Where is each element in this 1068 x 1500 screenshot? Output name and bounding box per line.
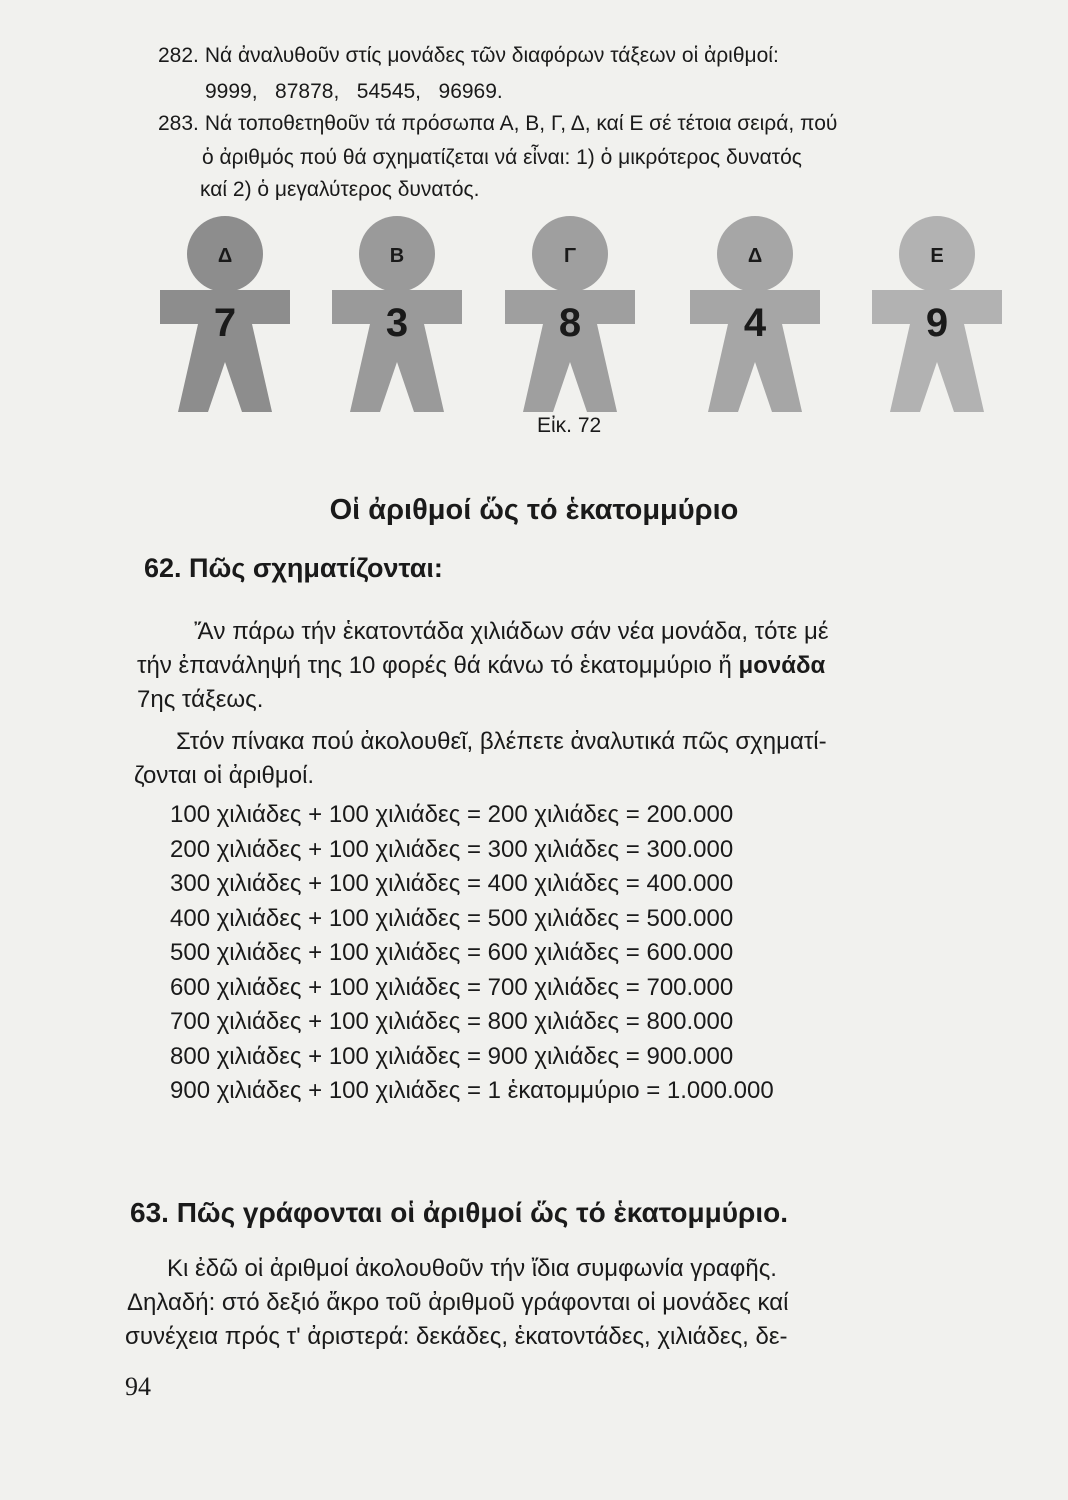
person-figure [160,212,290,412]
table-row: 200 χιλιάδες + 100 χιλιάδες = 300 χιλιάδες = 300.000 [170,835,734,863]
table-row: 500 χιλιάδες + 100 χιλιάδες = 600 χιλιάδες = 600.000 [170,939,734,966]
page-number: 94 [125,1372,151,1401]
paragraph-line: Δηλαδή: στό δεξιό ἄκρο τοῦ ἀριθμοῦ γράφονται οἱ μονάδες καί [127,1289,789,1316]
person-digit: 8 [558,301,582,345]
person-letter: Δ [747,245,763,267]
paragraph-line: 7ης τάξεως. [137,686,264,713]
table-row: 700 χιλιάδες + 100 χιλιάδες = 800 χιλιάδες = 800.000 [170,1008,734,1035]
paragraph-text: τήν ἐπανάληψή της 10 φορές θά κάνω τό ἑκατομμύριο ἤ [137,652,732,679]
exercise-number: 283. [158,112,199,135]
person-letter: Β [389,245,405,267]
question-62-heading: 62. Πῶς σχηματίζονται: [144,553,443,583]
section-title: Οἱ ἀριθμοί ὥς τό ἑκατομμύριο [329,494,739,526]
exercise-text-line: ὁ ἀριθμός πού θά σχηματίζεται νά εἶναι: 1) ὁ μικρότερος δυνατός [202,146,802,169]
paragraph-line: συνέχεια πρός τ' ἀριστερά: δεκάδες, ἑκατοντάδες, χιλιάδες, δε- [125,1323,788,1350]
figure-caption: Εἰκ. 72 [537,414,602,437]
table-row: 400 χιλιάδες + 100 χιλιάδες = 500 χιλιάδες = 500.000 [170,904,734,932]
person-digit: 7 [213,301,237,345]
paragraph-line: Κι ἐδῶ οἱ ἀριθμοί ἀκολουθοῦν τήν ἴδια συμφωνία γραφῆς. [167,1255,777,1282]
paragraph-line: Στόν πίνακα πού ἀκολουθεῖ, βλέπετε ἀναλυτικά πῶς σχηματί- [176,728,827,755]
question-63-heading: 63. Πῶς γράφονται οἱ ἀριθμοί ὥς τό ἑκατομμύριο. [130,1197,789,1228]
table-row: 800 χιλιάδες + 100 χιλιάδες = 900 χιλιάδες = 900.000 [170,1042,734,1070]
person-digit: 3 [385,301,409,345]
person-letter: Γ [563,245,577,267]
figure-72-people [160,212,1010,417]
person-digit: 9 [925,301,949,345]
exercise-text: Νά ἀναλυθοῦν στίς μονάδες τῶν διαφόρων τάξεων οἱ ἀριθμοί: [204,44,779,67]
person-letter: Δ [217,245,233,267]
person-digit: 4 [743,301,767,345]
person-figure [872,212,1002,412]
exercise-number: 282. [158,44,199,67]
formation-table [170,798,774,1109]
person-figure [505,212,635,412]
bold-term: μονάδα [738,652,826,679]
paragraph-line [137,649,825,683]
exercise-text-line: καί 2) ὁ μεγαλύτερος δυνατός. [200,178,480,201]
paragraph-line: ζονται οἱ ἀριθμοί. [134,762,315,789]
person-letter: Ε [930,245,944,267]
table-row: 100 χιλιάδες + 100 χιλιάδες = 200 χιλιάδες = 200.000 [170,801,734,828]
paragraph-line: Ἄν πάρω τήν ἑκατοντάδα χιλιάδων σάν νέα μονάδα, τότε μέ [194,618,829,645]
table-row: 300 χιλιάδες + 100 χιλιάδες = 400 χιλιάδες = 400.000 [170,870,734,897]
exercise-283 [158,110,837,138]
table-row: 900 χιλιάδες + 100 χιλιάδες = 1 ἑκατομμύριο = 1.000.000 [170,1077,774,1104]
person-figure [690,212,820,412]
exercise-text-line: Νά τοποθετηθοῦν τά πρόσωπα Α, Β, Γ, Δ, καί Ε σέ τέτοια σειρά, πού [204,112,838,135]
exercise-282-values: 9999, 87878, 54545, 96969. [205,80,503,103]
table-row: 600 χιλιάδες + 100 χιλιάδες = 700 χιλιάδες = 700.000 [170,973,734,1001]
person-figure [332,212,462,412]
exercise-282 [158,42,779,70]
